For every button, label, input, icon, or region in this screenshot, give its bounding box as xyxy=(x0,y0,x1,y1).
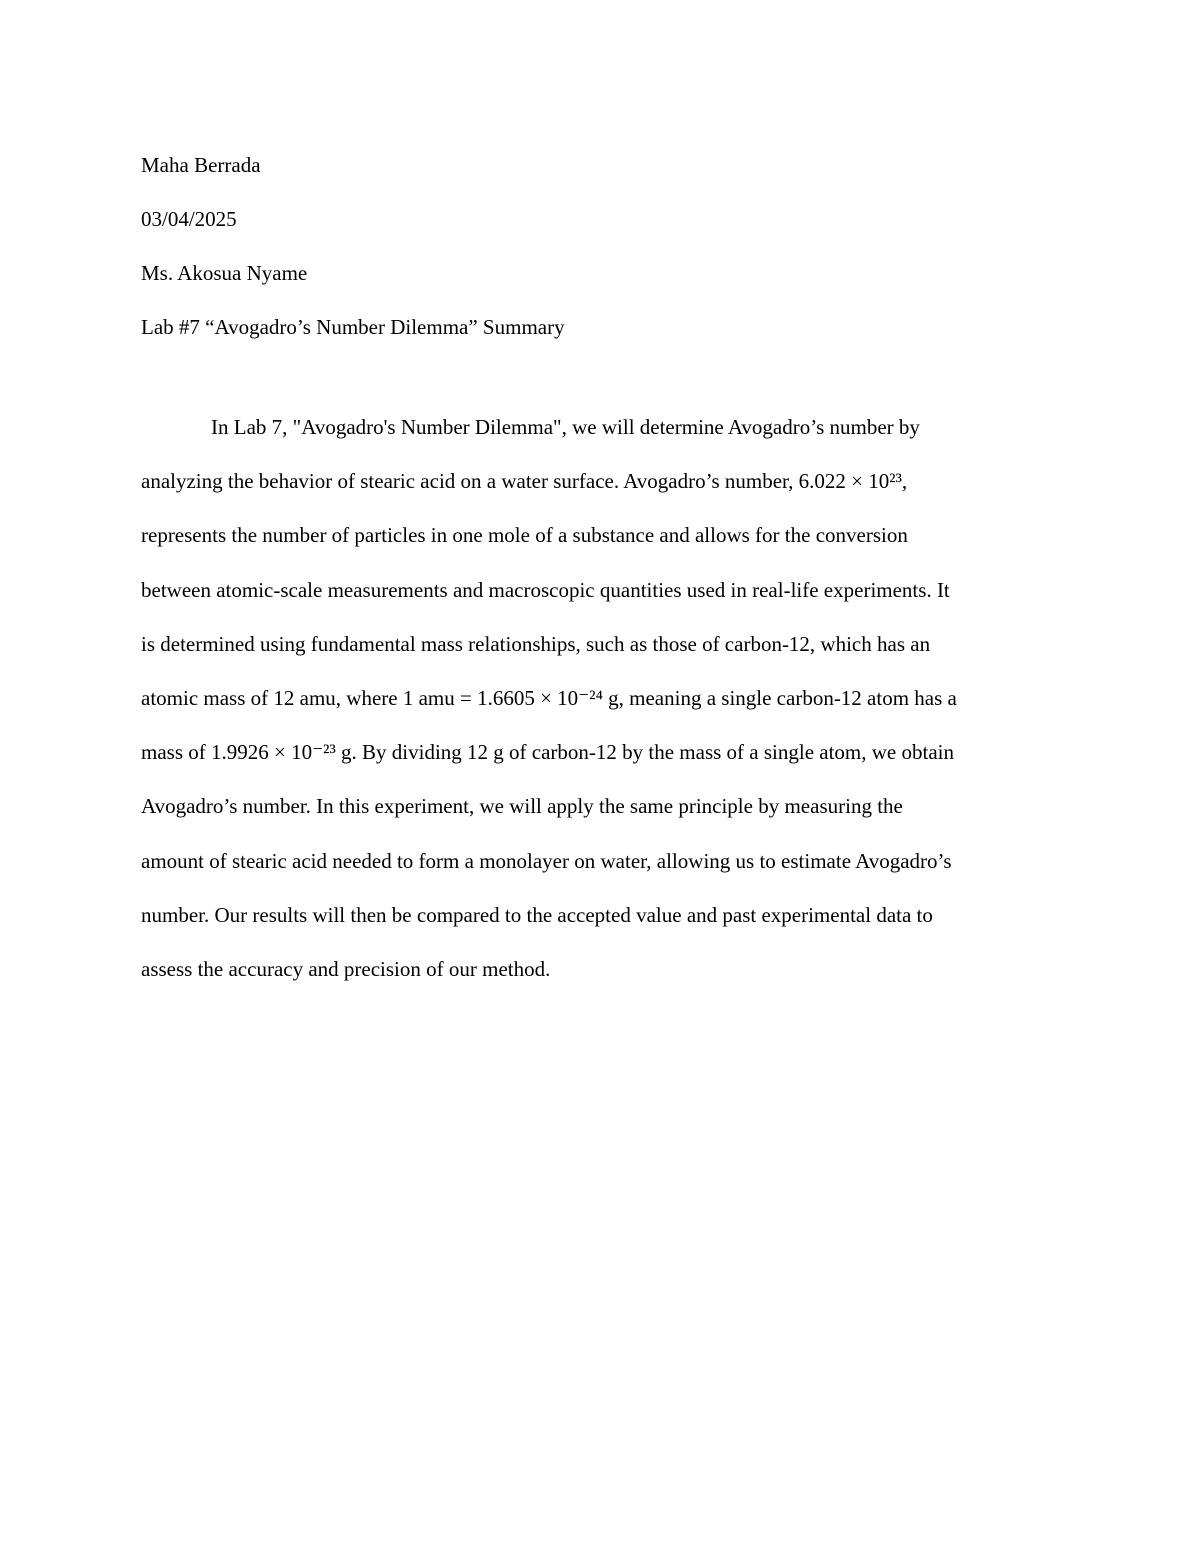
paragraph-line: between atomic-scale measurements and macroscopic quantities used in real-life experiments. It xyxy=(141,577,950,602)
paragraph-line: represents the number of particles in one mole of a substance and allows for the conversion xyxy=(141,523,908,548)
paragraph-line: number. Our results will then be compared to the accepted value and past experimental data to xyxy=(141,902,933,927)
paragraph-line: mass of 1.9926 × 10⁻²³ g. By dividing 12 g of carbon-12 by the mass of a single atom, we obtain xyxy=(141,740,954,765)
paragraph-line: is determined using fundamental mass relationships, such as those of carbon-12, which has an xyxy=(141,631,931,656)
heading-block xyxy=(141,138,1061,354)
paragraph-line: analyzing the behavior of stearic acid on a water surface. Avogadro’s number, 6.022 × 10²³, xyxy=(141,469,908,494)
teacher-name: Ms. Akosua Nyame xyxy=(141,261,308,285)
paragraph-line: atomic mass of 12 amu, where 1 amu = 1.6605 × 10⁻²⁴ g, meaning a single carbon-12 atom has a xyxy=(141,685,957,710)
paragraph-line: assess the accuracy and precision of our method. xyxy=(141,956,551,981)
paragraph-line: Avogadro’s number. In this experiment, we will apply the same principle by measuring the xyxy=(141,794,903,819)
summary-paragraph xyxy=(141,400,1071,996)
author-name: Maha Berrada xyxy=(141,153,261,177)
document-title: Lab #7 “Avogadro’s Number Dilemma” Summary xyxy=(141,315,565,339)
paragraph-line: amount of stearic acid needed to form a monolayer on water, allowing us to estimate Avogadro’s xyxy=(141,848,952,873)
paragraph-line: In Lab 7, "Avogadro's Number Dilemma", we will determine Avogadro’s number by xyxy=(211,415,920,439)
document-date: 03/04/2025 xyxy=(141,207,237,231)
